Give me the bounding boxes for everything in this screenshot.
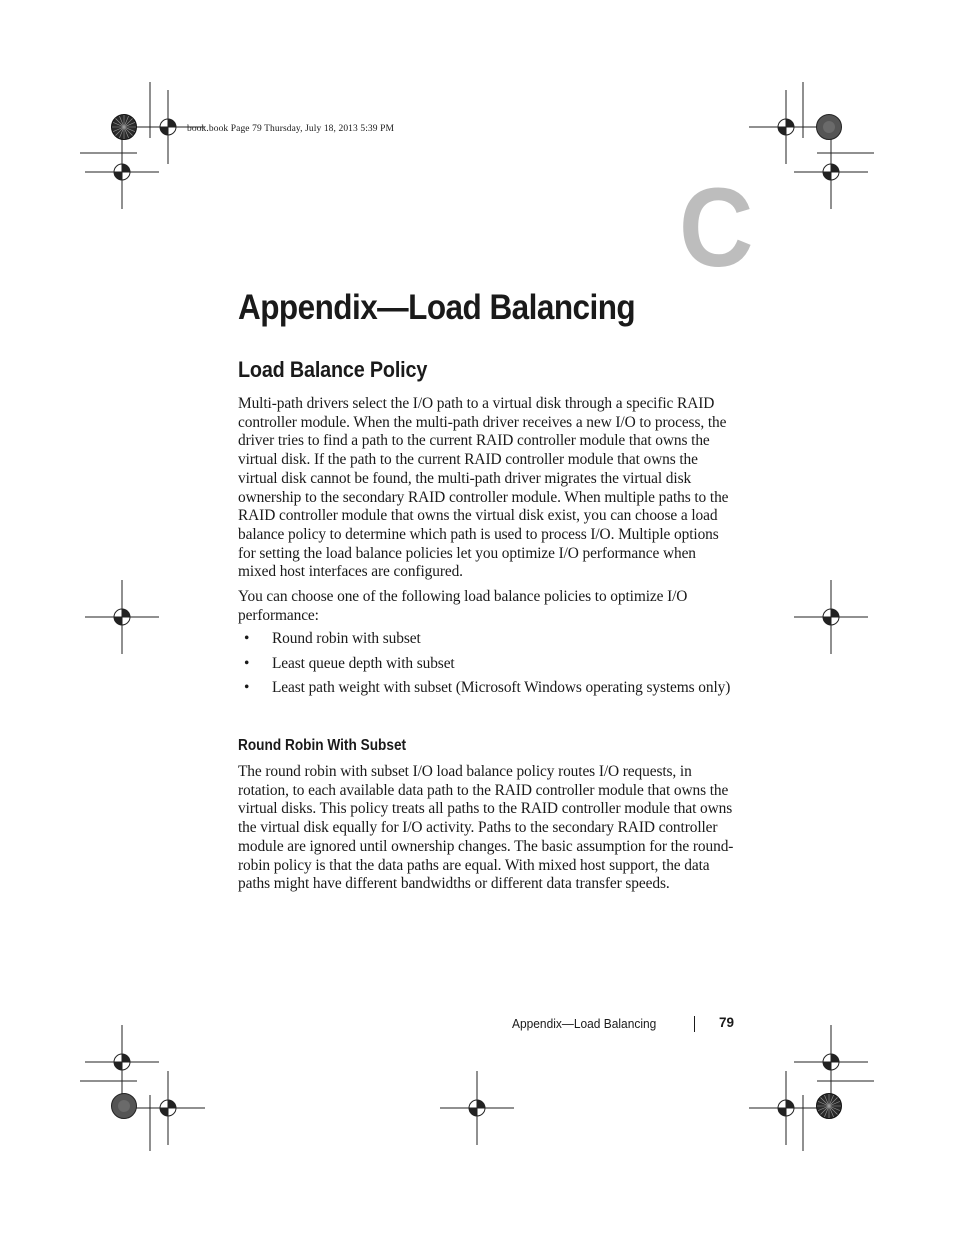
intro-paragraph: Multi-path drivers select the I/O path to a virtual disk through a specific RAID controller module. When the multi-path driver receives a new I/O to process, the driver tries to find a path to the current RAID controller module that owns the virtual disk. If the path to the current RAID controller module that owns the virtual disk cannot be found, the multi-path driver migrates the virtual disk ownership to the secondary RAID controller module. When multiple paths to the RAID controller module that owns the virtual disk exist, you can choose a load balance policy to determine which path is used to process I/O. Multiple options for setting the load balance policies let you optimize I/O performance when mixed host interfaces are configured.	[238, 395, 729, 581]
registration-cross-icon	[85, 580, 159, 654]
registration-cross-icon	[749, 1071, 823, 1145]
registration-cross-icon	[794, 580, 868, 654]
registration-cross-icon	[794, 135, 868, 209]
registration-cross-icon	[131, 1071, 205, 1145]
bullet-icon: •	[244, 654, 250, 672]
registration-cross-icon	[85, 1025, 159, 1099]
round-robin-paragraph: The round robin with subset I/O load balance policy routes I/O requests, in rotation, to each available data path to the RAID controller module that owns the virtual disks. This policy treats all paths to the RAID controller module that owns the virtual disk equally for I/O activity. Paths to the secondary RAID controller module are ignored until ownership changes. The basic assumption for the round-robin policy is that the data paths are equal. With mixed host support, the data paths might have different bandwidths or different data transfer speeds.	[238, 763, 734, 893]
list-item-text: Round robin with subset	[272, 630, 421, 647]
bullet-icon: •	[244, 630, 250, 647]
list-item	[238, 655, 736, 674]
section-title: Load Balance Policy	[238, 357, 428, 382]
chapter-letter: C	[679, 165, 754, 290]
footer-divider	[694, 1016, 695, 1032]
registration-cross-icon	[440, 1071, 514, 1145]
bullet-icon: •	[244, 679, 250, 697]
list-item-text: Least queue depth with subset	[272, 654, 455, 672]
footer-running-title: Appendix—Load Balancing	[512, 1016, 657, 1031]
registration-cross-icon	[749, 90, 823, 164]
choose-policy-paragraph: You can choose one of the following load balance policies to optimize I/O performance:	[238, 588, 688, 624]
page-number: 79	[719, 1015, 735, 1030]
registration-cross-icon	[794, 1025, 868, 1099]
print-slug-header: book.book Page 79 Thursday, July 18, 2013 5:39 PM	[187, 124, 395, 134]
list-item-text: Least path weight with subset (Microsoft Windows operating systems only)	[272, 679, 731, 697]
starburst-target-icon	[112, 115, 137, 140]
gray-circle-target-icon	[112, 1094, 137, 1119]
list-item	[238, 630, 736, 649]
subsection-title: Round Robin With Subset	[238, 737, 407, 754]
starburst-target-icon	[817, 1094, 842, 1119]
policy-list	[238, 630, 736, 704]
chapter-title: Appendix—Load Balancing	[238, 288, 636, 327]
list-item	[238, 679, 736, 698]
registration-cross-icon	[85, 135, 159, 209]
gray-circle-target-icon	[817, 115, 842, 140]
